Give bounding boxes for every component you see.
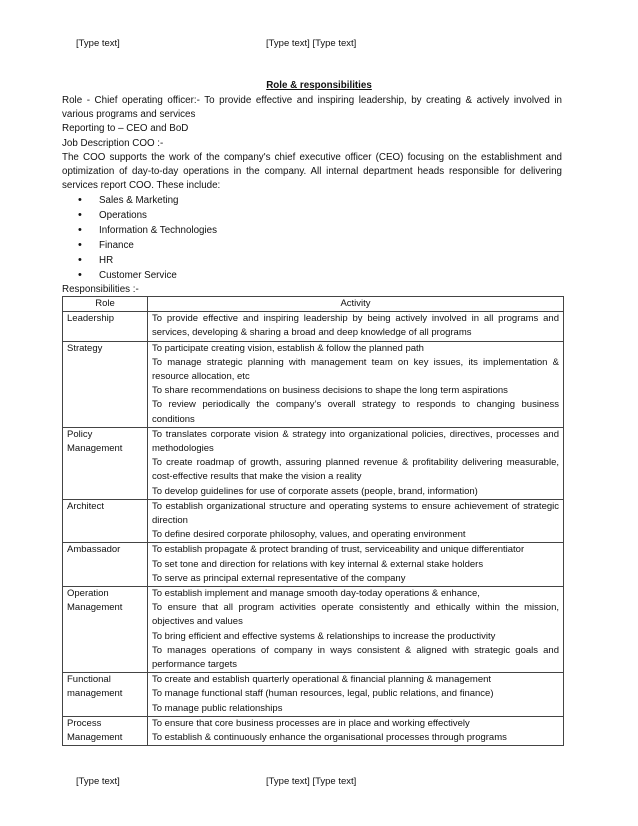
activity-text: To manage public relationships (152, 702, 283, 714)
activity-cell (148, 587, 564, 673)
activity-text: To manages operations of company in ways consistent & aligned with strategic goals and performance targets (152, 644, 559, 671)
activity-text: To provide effective and inspiring leadership by being actively involved in all programs and services, developing & sharing a broad and deep knowledge of all programs (152, 313, 559, 339)
responsibilities-label: Responsibilities :- (62, 284, 139, 296)
department-list (62, 193, 562, 283)
header-left: [Type text] (76, 38, 120, 49)
role-text: Management (67, 732, 123, 744)
activity-text: To define desired corporate philosophy, values, and operating environment (152, 529, 466, 541)
footer-middle: [Type text] [Type text] (266, 776, 357, 787)
list-item: • Sales & Marketing (62, 193, 562, 208)
table-row (63, 716, 564, 745)
activity-text: To share recommendations on business decisions to shape the long term aspirations (152, 385, 508, 397)
table-row (63, 427, 564, 499)
activity-text: To manage strategic planning with management team on key issues, its implementation & resource allocation, etc (152, 356, 559, 383)
role-text: Policy (67, 428, 93, 440)
role-cell (63, 499, 148, 543)
role-text: Leadership (67, 313, 115, 325)
role-column-header: Role (63, 297, 148, 312)
activity-cell (148, 499, 564, 543)
role-cell (63, 716, 148, 745)
role-cell (63, 543, 148, 587)
activity-cell (148, 673, 564, 717)
activity-cell (148, 543, 564, 587)
activity-text: To create roadmap of growth, assuring planned revenue & profitability delivering measurable, cost-effective results that make the vision a reality (152, 457, 559, 483)
role-cell (63, 673, 148, 717)
role-cell (63, 427, 148, 499)
activity-cell (148, 341, 564, 427)
role-text: Functional (67, 674, 111, 686)
role-text: Management (67, 443, 123, 455)
role-cell (63, 341, 148, 427)
activity-text: To set tone and direction for relations with key internal & external stake holders (152, 558, 484, 570)
role-text: Strategy (67, 342, 103, 354)
header-middle: [Type text] [Type text] (266, 38, 357, 49)
activity-text: To manage functional staff (human resources, legal, public relations, and finance) (152, 688, 494, 700)
activity-column-header: Activity (148, 297, 564, 312)
table-row (63, 543, 564, 587)
activity-cell (148, 312, 564, 341)
activity-text: To review periodically the company’s overall strategy to responds to changing business conditions (152, 399, 559, 425)
list-item: • Finance (62, 238, 562, 253)
role-text: Operation (67, 588, 109, 600)
activity-text: To establish implement and manage smooth day-today operations & enhance, (152, 588, 480, 600)
job-description-label: Job Description COO :- (62, 137, 164, 149)
activity-cell (148, 427, 564, 499)
role-text: Architect (67, 500, 104, 512)
activity-cell (148, 716, 564, 745)
activity-text: To ensure that core business processes are in place and working effectively (152, 717, 470, 729)
activity-text: To ensure that all program activities operate consistently and ethically within the mission, objectives and values (152, 602, 559, 628)
activity-text: To establish & continuously enhance the organisational processes through programs (152, 732, 507, 744)
activity-text: To develop guidelines for use of corporate assets (people, brand, information) (152, 485, 478, 497)
activity-text: To translates corporate vision & strategy into organizational policies, directives, processes and methodologies (152, 428, 559, 455)
role-text: Process (67, 717, 102, 729)
section-title: Role & responsibilities (266, 80, 372, 91)
table-body (63, 312, 564, 746)
intro-section (62, 94, 562, 298)
activity-text: To establish organizational structure and operating systems to ensure achievement of strategic direction (152, 500, 559, 527)
role-statement: Role - Chief operating officer:- To provide effective and inspiring leadership, by creating & actively involved in various programs and services (62, 95, 562, 121)
activity-text: To create and establish quarterly operational & financial planning & management (152, 674, 492, 686)
activity-text: To participate creating vision, establish & follow the planned path (152, 342, 424, 354)
list-item: • Customer Service (62, 268, 562, 283)
reporting-line: Reporting to – CEO and BoD (62, 123, 189, 135)
table-row (63, 312, 564, 341)
role-text: Ambassador (67, 544, 121, 556)
table-header-row (63, 297, 564, 312)
footer-left: [Type text] (76, 776, 120, 787)
activity-text: To establish propagate & protect branding of trust, serviceability and unique differentiator (152, 544, 525, 556)
activity-text: To bring efficient and effective systems & relationships to increase the productivity (152, 630, 496, 642)
role-text: management (67, 688, 123, 700)
coo-description: The COO supports the work of the company's chief executive officer (CEO) focusing on the establishment and optimization of day-to-day operations in the company. All internal department heads responsible for delivering services report COO. These include: (62, 151, 562, 192)
table-row (63, 499, 564, 543)
table-row (63, 673, 564, 717)
table-row (63, 341, 564, 427)
list-item: • Information & Technologies (62, 223, 562, 238)
responsibilities-table (62, 296, 564, 746)
table-row (63, 587, 564, 673)
activity-text: To serve as principal external representative of the company (152, 572, 406, 584)
role-cell (63, 312, 148, 341)
role-text: Management (67, 602, 123, 614)
role-cell (63, 587, 148, 673)
list-item: • HR (62, 253, 562, 268)
list-item: • Operations (62, 208, 562, 223)
